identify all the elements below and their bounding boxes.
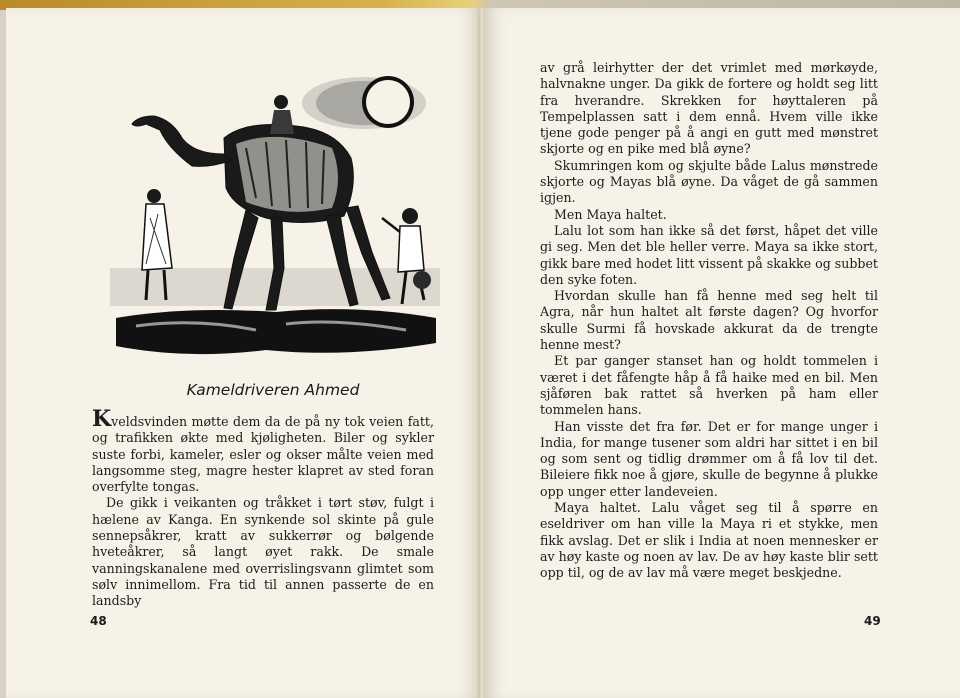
camel-caravan-illustration (106, 68, 446, 368)
paragraph: Skumringen kom og skjulte både Lalus mønstrede skjorte og Mayas blå øyne. Da våget de gå sammen igjen. (540, 157, 878, 206)
page-number: 48 (90, 614, 107, 628)
paragraph: Han visste det fra før. Det er for mange unger i India, for mange tusener som aldri har sittet i en bil og som sent og tidlig drømmer om å få lov til det. Bileiere fikk noe å gjøre, skulle de begynne å plukke opp unger etter landeveien. (540, 418, 878, 499)
page-number: 49 (864, 614, 881, 628)
left-page (6, 8, 480, 698)
paragraph: Maya haltet. Lalu våget seg til å spørre en eseldriver om han ville la Maya ri et stykke, men fikk avslag. Det er slik i India at noen mennesker er av høy kaste og noen av lav. De av høy kaste blir sett opp til, og de av lav må være meget beskjedne. (540, 500, 878, 581)
paragraph: Men Maya haltet. (554, 206, 667, 222)
paragraph: Hvordan skulle han få henne med seg helt til Agra, når hun haltet alt første dagen? Og hvorfor skulle Surmi få hovskade akkurat da de trengte henne mest? (540, 288, 878, 353)
left-page-text (92, 406, 434, 610)
paragraph: Et par ganger stanset han og holdt tommelen i været i det fåfengte håp å få haike med en bil. Men sjåføren bak rattet så hverken på ham eller tommelen hans. (540, 353, 878, 418)
paragraph: Kveldsvinden møtte dem da de på ny tok veien fatt, og trafikken økte med kjøligheten. Biler og sykler suste forbi, kameler, esler og okser målte veien med langsomme steg, magre hester klapret av sted foran overfylte tongas. (92, 406, 434, 495)
right-page-text (540, 60, 878, 582)
paragraph: Lalu lot som han ikke så det først, håpet det ville gi seg. Men det ble heller verre. Maya sa ikke stort, gikk bare med hodet litt vissent på skakke og subbet den syke foten. (540, 222, 878, 287)
chapter-title: Kameldriveren Ahmed (186, 381, 360, 399)
paragraph: av grå leirhytter der det vrimlet med mørkøyde, halvnakne unger. Da gikk de fortere og holdt seg litt fra hverandre. Skrekken for høyttaleren på Tempelplassen satt i dem ennå. Hvem ville ikke tjene gode penger på å angi en gutt med mønstret skjorte og en pike med blå øyne? (540, 60, 878, 157)
sun-icon (302, 76, 426, 129)
right-page (484, 8, 960, 698)
paragraph: De gikk i veikanten og tråkket i tørt støv, fulgt i hælene av Kanga. En synkende sol skinte på gule sennepsåkrer, kratt av sukkerrør og bølgende hveteåkrer, så langt øyet rakk. De smale vanningskanalene med overrislingsvann glimtet som sølv innimellom. Fra tid til annen passerte de en landsby (92, 495, 434, 609)
drop-cap: K (92, 406, 112, 432)
